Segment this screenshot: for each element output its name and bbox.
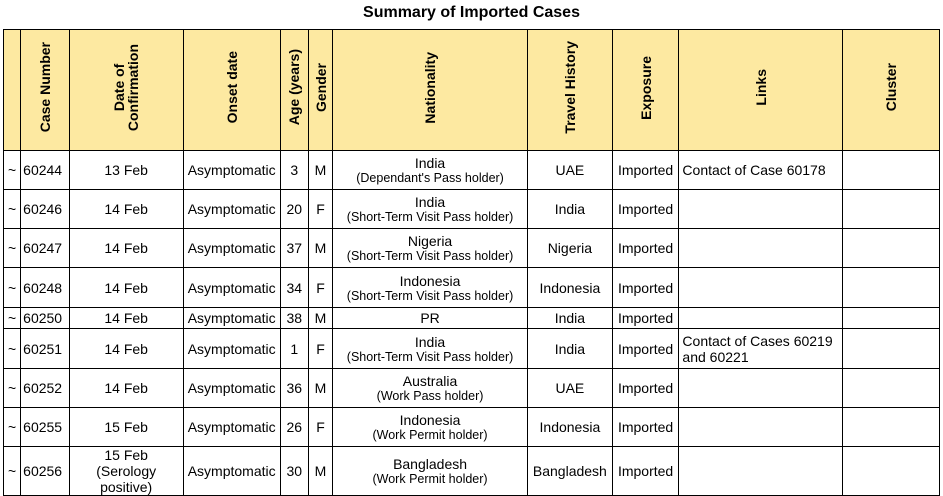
exposure-cell: Imported	[612, 268, 679, 308]
exposure-cell: Imported	[612, 190, 679, 229]
travel-history-cell: Bangladesh	[527, 447, 612, 496]
case-number-cell: 60252	[21, 369, 69, 408]
onset-date-cell: Asymptomatic	[183, 190, 280, 229]
header-date-of-confirmation: Date of Confirmation	[69, 30, 183, 151]
nationality-cell	[333, 190, 528, 229]
table-row	[4, 229, 940, 268]
table-row	[4, 369, 940, 408]
pass-type: (Short-Term Visit Pass holder)	[346, 210, 514, 224]
row-marker: ~	[4, 447, 21, 496]
header-cluster: Cluster	[842, 30, 939, 151]
header-exposure: Exposure	[612, 30, 679, 151]
row-marker: ~	[4, 229, 21, 268]
links-cell	[679, 447, 843, 496]
cluster-cell	[842, 151, 939, 190]
confirmation-date: 15 Feb	[104, 419, 148, 435]
travel-history-cell: Indonesia	[527, 268, 612, 308]
nationality-cell	[333, 229, 528, 268]
confirmation-date: 13 Feb	[104, 162, 148, 178]
age-cell: 37	[280, 229, 308, 268]
age-cell: 34	[280, 268, 308, 308]
gender-cell: F	[308, 408, 332, 447]
links-cell	[679, 308, 843, 329]
nationality-cell	[333, 151, 528, 190]
imported-cases-table	[3, 29, 940, 496]
onset-date-cell: Asymptomatic	[183, 151, 280, 190]
links-cell	[679, 229, 843, 268]
header-age: Age (years)	[280, 30, 308, 151]
gender-cell: M	[308, 151, 332, 190]
age-cell: 38	[280, 308, 308, 329]
travel-history-cell: UAE	[527, 369, 612, 408]
cluster-cell	[842, 408, 939, 447]
header-links: Links	[679, 30, 843, 151]
travel-history-cell: Nigeria	[527, 229, 612, 268]
header-row	[4, 30, 940, 151]
confirmation-date: 14 Feb	[104, 201, 148, 217]
cluster-cell	[842, 190, 939, 229]
gender-cell: M	[308, 308, 332, 329]
onset-date-cell: Asymptomatic	[183, 308, 280, 329]
cluster-cell	[842, 268, 939, 308]
gender-cell: M	[308, 369, 332, 408]
confirmation-date-cell	[69, 190, 183, 229]
case-number-cell: 60256	[21, 447, 69, 496]
row-marker: ~	[4, 190, 21, 229]
gender-cell: M	[308, 447, 332, 496]
case-number-cell: 60244	[21, 151, 69, 190]
confirmation-date-cell	[69, 369, 183, 408]
row-marker: ~	[4, 151, 21, 190]
nationality: India	[414, 155, 446, 171]
nationality-cell	[333, 329, 528, 369]
table-title: Summary of Imported Cases	[363, 4, 580, 21]
travel-history-cell: India	[527, 190, 612, 229]
nationality: Nigeria	[407, 233, 453, 249]
pass-type: (Dependant's Pass holder)	[356, 171, 504, 185]
exposure-cell: Imported	[612, 329, 679, 369]
onset-date-cell: Asymptomatic	[183, 229, 280, 268]
pass-type: (Short-Term Visit Pass holder)	[346, 288, 514, 303]
confirmation-date-note: (Serology positive)	[96, 463, 157, 495]
gender-cell: F	[308, 329, 332, 369]
confirmation-date-cell	[69, 308, 183, 329]
nationality-cell	[333, 369, 528, 408]
onset-date-cell: Asymptomatic	[183, 369, 280, 408]
header-nationality: Nationality	[333, 30, 528, 151]
confirmation-date: 14 Feb	[104, 310, 148, 326]
onset-date-cell: Asymptomatic	[183, 408, 280, 447]
confirmation-date-cell	[69, 329, 183, 369]
nationality-cell	[333, 268, 528, 308]
cluster-cell	[842, 229, 939, 268]
exposure-cell: Imported	[612, 151, 679, 190]
links-cell	[679, 268, 843, 308]
nationality: Australia	[402, 373, 458, 389]
nationality-cell	[333, 308, 528, 329]
links-cell	[679, 190, 843, 229]
table-row	[4, 408, 940, 447]
row-marker: ~	[4, 408, 21, 447]
cluster-cell	[842, 369, 939, 408]
case-number-cell: 60246	[21, 190, 69, 229]
onset-date-cell: Asymptomatic	[183, 268, 280, 308]
age-cell: 1	[280, 329, 308, 369]
exposure-cell: Imported	[612, 308, 679, 329]
case-number-cell: 60251	[21, 329, 69, 369]
nationality: India	[414, 194, 446, 210]
header-gender: Gender	[308, 30, 332, 151]
pass-type: (Short-Term Visit Pass holder)	[346, 349, 514, 364]
confirmation-date-cell	[69, 408, 183, 447]
table-row	[4, 151, 940, 190]
age-cell: 30	[280, 447, 308, 496]
header-case-number: Case Number	[21, 30, 69, 151]
confirmation-date: 14 Feb	[104, 380, 148, 396]
table-row	[4, 308, 940, 329]
header-travel-history: Travel History	[527, 30, 612, 151]
confirmation-date-cell	[69, 447, 183, 496]
row-marker: ~	[4, 268, 21, 308]
onset-date-cell: Asymptomatic	[183, 447, 280, 496]
age-cell: 36	[280, 369, 308, 408]
case-number-cell: 60247	[21, 229, 69, 268]
table-row	[4, 329, 940, 369]
age-cell: 26	[280, 408, 308, 447]
exposure-cell: Imported	[612, 369, 679, 408]
age-cell: 3	[280, 151, 308, 190]
onset-date-cell: Asymptomatic	[183, 329, 280, 369]
table-row	[4, 268, 940, 308]
travel-history-cell: UAE	[527, 151, 612, 190]
nationality-cell	[333, 408, 528, 447]
pass-type: (Work Pass holder)	[376, 389, 484, 403]
case-number-cell: 60248	[21, 268, 69, 308]
links-cell	[679, 408, 843, 447]
gender-cell: F	[308, 190, 332, 229]
nationality: India	[414, 333, 446, 350]
confirmation-date-cell	[69, 268, 183, 308]
nationality: PR	[420, 310, 440, 326]
header-onset-date: Onset date	[183, 30, 280, 151]
exposure-cell: Imported	[612, 447, 679, 496]
exposure-cell: Imported	[612, 408, 679, 447]
links-cell: Contact of Cases 60219 and 60221	[679, 329, 843, 369]
travel-history-cell: India	[527, 308, 612, 329]
header-marker	[4, 30, 21, 151]
cluster-cell	[842, 447, 939, 496]
age-cell: 20	[280, 190, 308, 229]
confirmation-date: 14 Feb	[104, 240, 148, 256]
gender-cell: M	[308, 229, 332, 268]
pass-type: (Work Permit holder)	[372, 472, 488, 486]
links-cell: Contact of Case 60178	[679, 151, 843, 190]
confirmation-date: 14 Feb	[104, 279, 148, 296]
links-cell	[679, 369, 843, 408]
confirmation-date-cell	[69, 229, 183, 268]
row-marker: ~	[4, 369, 21, 408]
nationality-cell	[333, 447, 528, 496]
pass-type: (Work Permit holder)	[372, 428, 488, 442]
pass-type: (Short-Term Visit Pass holder)	[346, 249, 514, 263]
confirmation-date: 15 Feb	[104, 447, 148, 463]
row-marker: ~	[4, 329, 21, 369]
case-number-cell: 60255	[21, 408, 69, 447]
cluster-cell	[842, 308, 939, 329]
table-row	[4, 190, 940, 229]
nationality: Indonesia	[399, 272, 461, 289]
travel-history-cell: India	[527, 329, 612, 369]
cluster-cell	[842, 329, 939, 369]
travel-history-cell: Indonesia	[527, 408, 612, 447]
table-row	[4, 447, 940, 496]
exposure-cell: Imported	[612, 229, 679, 268]
nationality: Indonesia	[399, 412, 461, 428]
confirmation-date: 14 Feb	[104, 340, 148, 357]
case-number-cell: 60250	[21, 308, 69, 329]
gender-cell: F	[308, 268, 332, 308]
nationality: Bangladesh	[393, 456, 468, 472]
confirmation-date-cell	[69, 151, 183, 190]
row-marker: ~	[4, 308, 21, 329]
